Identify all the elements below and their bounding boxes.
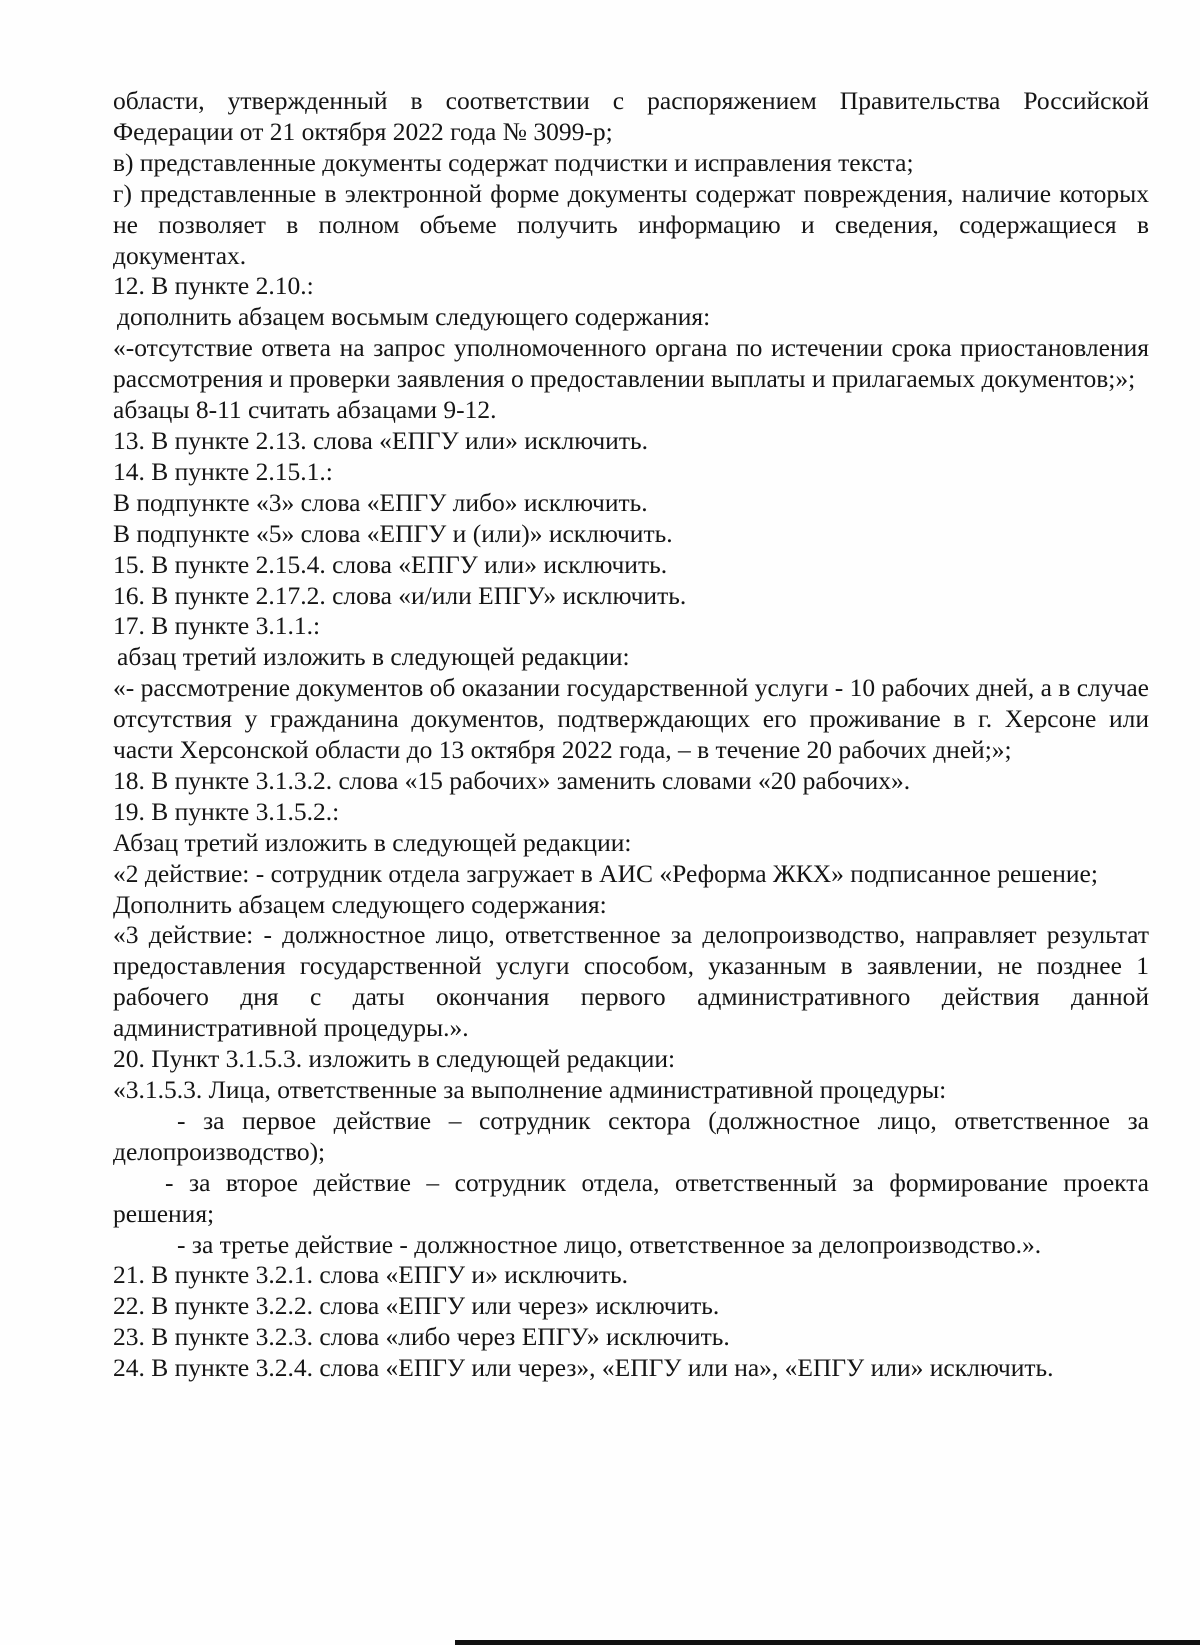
paragraph-item-16: 16. В пункте 2.17.2. слова «и/или ЕПГУ» исключить. <box>113 580 687 610</box>
paragraph-item-18: 18. В пункте 3.1.3.2. слова «15 рабочих» заменить словами «20 рабочих». <box>113 765 911 795</box>
paragraph-item-12-renumber: абзацы 8-11 считать абзацами 9-12. <box>113 395 497 425</box>
paragraph-item-14: 14. В пункте 2.15.1.: <box>113 456 333 486</box>
paragraph-item-14-sub3: В подпункте «3» слова «ЕПГУ либо» исключить. <box>113 487 648 517</box>
paragraph-item-21: 21. В пункте 3.2.1. слова «ЕПГУ и» исключить. <box>113 1260 628 1290</box>
paragraph-item-20-second: - за второе действие – сотрудник отдела, ответственный за формирование проекта решения; <box>113 1167 1149 1228</box>
paragraph-item-24: 24. В пункте 3.2.4. слова «ЕПГУ или через», «ЕПГУ или на», «ЕПГУ или» исключить. <box>113 1353 1054 1383</box>
paragraph-item-20-first: - за первое действие – сотрудник сектора (должностное лицо, ответственное за делопроизводство); <box>113 1105 1149 1166</box>
paragraph-item-23: 23. В пункте 3.2.3. слова «либо через ЕПГУ» исключить. <box>113 1322 730 1352</box>
paragraph-item-22: 22. В пункте 3.2.2. слова «ЕПГУ или через» исключить. <box>113 1291 720 1321</box>
paragraph-item-13: 13. В пункте 2.13. слова «ЕПГУ или» исключить. <box>113 425 648 455</box>
paragraph-continuation: области, утвержденный в соответствии с распоряжением Правительства Российской Федерации от 21 октября 2022 года № 3099-р; <box>113 86 1149 146</box>
paragraph-item-12: 12. В пункте 2.10.: <box>113 271 314 301</box>
paragraph-item-12-quote: «-отсутствие ответа на запрос уполномоченного органа по истечении срока приостановления рассмотрения и проверки заявления о предоставлении выплаты и прилагаемых документов;»; <box>113 333 1149 394</box>
paragraph-item-19: 19. В пункте 3.1.5.2.: <box>113 796 340 826</box>
paragraph-item-17-text: абзац третий изложить в следующей редакции: <box>117 642 630 672</box>
bottom-edge-rule <box>455 1640 1200 1645</box>
paragraph-item-19-text: Абзац третий изложить в следующей редакции: <box>113 827 632 857</box>
paragraph-item-17-quote: «- рассмотрение документов об оказании государственной услуги - 10 рабочих дней, а в случае отсутствия у гражданина документов, подтверждающих его проживание в г. Херсоне или части Херсонской области до 13 октября 2022 года, – в течение 20 рабочих дней;»; <box>113 673 1149 765</box>
paragraph-item-20-third: - за третье действие - должностное лицо, ответственное за делопроизводство.». <box>177 1229 1042 1259</box>
paragraph-item-12-text: дополнить абзацем восьмым следующего содержания: <box>117 302 711 332</box>
paragraph-item-19-quote: «2 действие: - сотрудник отдела загружает в АИС «Реформа ЖКХ» подписанное решение; <box>113 858 1098 888</box>
paragraph-item-g: г) представленные в электронной форме документы содержат повреждения, наличие которых не позволяет в полном объеме получить информацию и сведения, содержащиеся в документах. <box>113 178 1149 270</box>
paragraph-item-15: 15. В пункте 2.15.4. слова «ЕПГУ или» исключить. <box>113 549 668 579</box>
paragraph-item-v: в) представленные документы содержат подчистки и исправления текста; <box>113 147 914 177</box>
paragraph-item-17: 17. В пункте 3.1.1.: <box>113 611 321 641</box>
paragraph-item-14-sub5: В подпункте «5» слова «ЕПГУ и (или)» исключить. <box>113 518 673 548</box>
paragraph-item-19-add: Дополнить абзацем следующего содержания: <box>113 889 607 919</box>
paragraph-item-19-add-quote: «3 действие: - должностное лицо, ответственное за делопроизводство, направляет результат предоставления государственной услуги способом, указанным в заявлении, не позднее 1 рабочего дня с даты окончания первого административного действия данной административной процедуры.». <box>113 920 1149 1043</box>
paragraph-item-20: 20. Пункт 3.1.5.3. изложить в следующей редакции: <box>113 1044 676 1074</box>
document-body <box>113 86 1149 1384</box>
paragraph-item-20-quote: «3.1.5.3. Лица, ответственные за выполнение административной процедуры: <box>113 1075 947 1104</box>
